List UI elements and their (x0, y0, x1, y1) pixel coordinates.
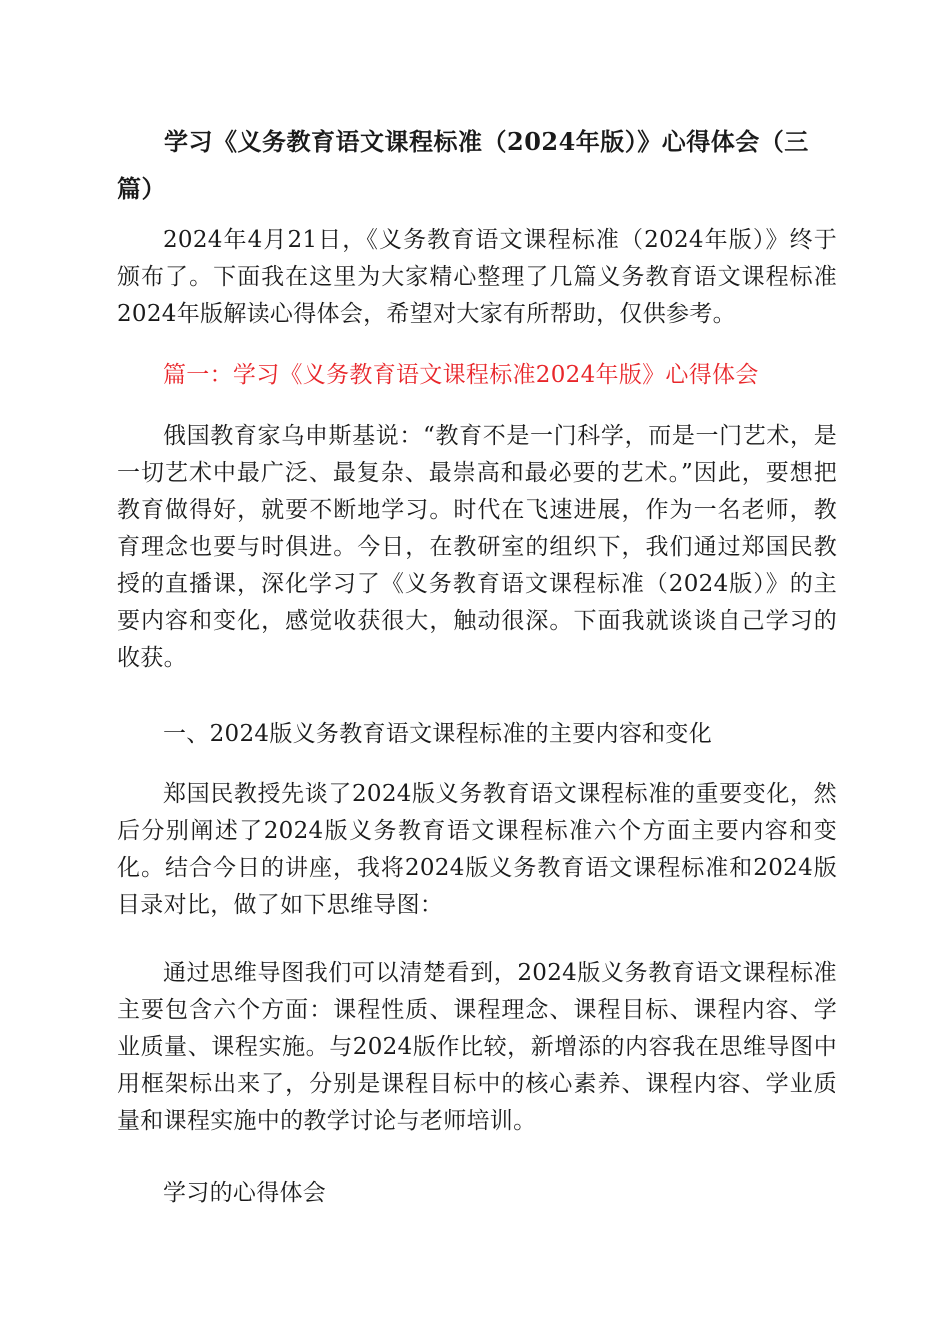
body-paragraph-2: 郑国民教授先谈了2024版义务教育语文课程标准的重要变化，然后分别阐述了2024版义务教育语文课程标准六个方面主要内容和变化。结合今日的讲座，我将2024版义务教育语文课程标准和2024版目录对比，做了如下思维导图： (117, 781, 837, 918)
section-heading: 篇一：学习《义务教育语文课程标准2024年版》心得体会 (163, 362, 759, 388)
body-paragraph-3: 通过思维导图我们可以清楚看到，2024版义务教育语文课程标准主要包含六个方面：课程性质、课程理念、课程目标、课程内容、学业质量、课程实施。与2024版作比较，新增添的内容我在思维导图中用框架标出来了，分别是课程目标中的核心素养、课程内容、学业质量和课程实施中的教学讨论与老师培训。 (117, 960, 837, 1134)
body-paragraph-1: 俄国教育家乌申斯基说：“教育不是一门科学，而是一门艺术，是一切艺术中最广泛、最复杂、最崇高和最必要的艺术。”因此，要想把教育做得好，就要不断地学习。时代在飞速进展，作为一名老师，教育理念也要与时俱进。今日，在教研室的组织下，我们通过郑国民教授的直播课，深化学习了《义务教育语文课程标准（2024版）》的主要内容和变化，感觉收获很大，触动很深。下面我就谈谈自己学习的收获。 (117, 423, 837, 671)
subheading-1: 一、2024版义务教育语文课程标准的主要内容和变化 (163, 721, 713, 747)
document-title: 学习《义务教育语文课程标准（2024年版）》心得体会（三篇） (117, 127, 809, 203)
subheading-2: 学习的心得体会 (163, 1180, 327, 1206)
intro-paragraph: 2024年4月21日，《义务教育语文课程标准（2024年版）》终于颁布了。下面我在这里为大家精心整理了几篇义务教育语文课程标准2024年版解读心得体会，希望对大家有所帮助，仅供参考。 (117, 227, 837, 327)
